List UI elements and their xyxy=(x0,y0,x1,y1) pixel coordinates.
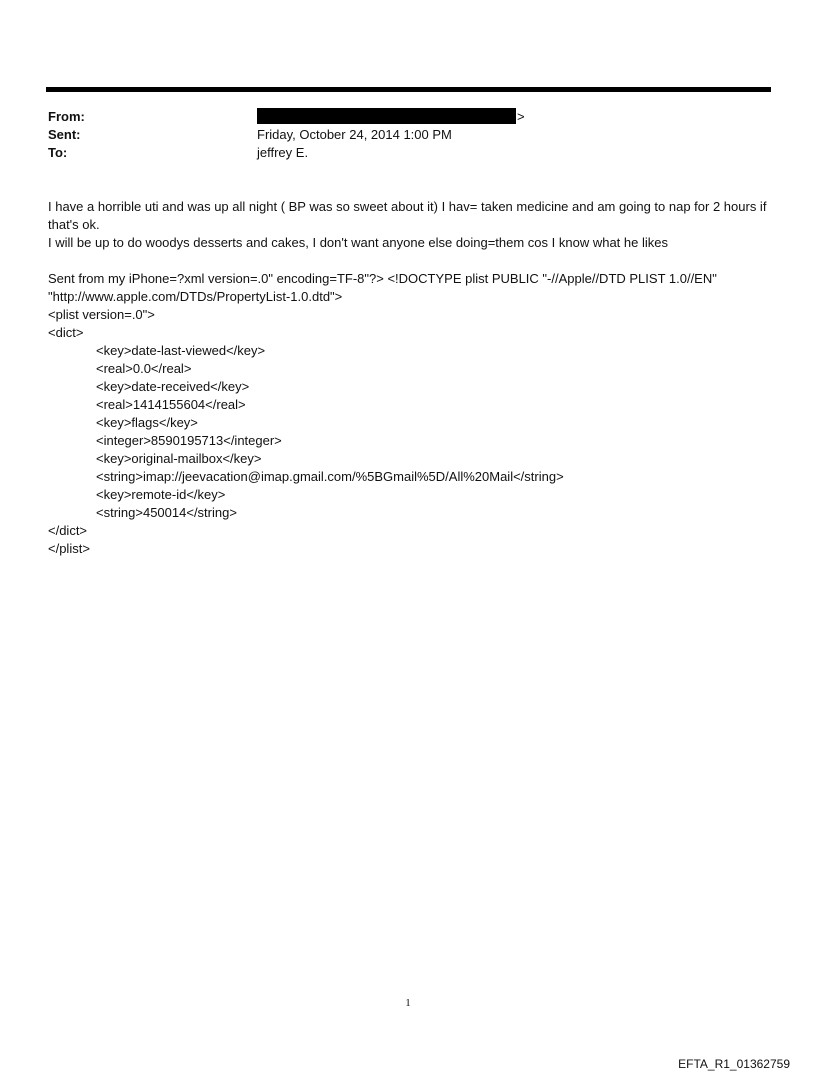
header-divider xyxy=(46,87,771,92)
dict-line: <string>450014</string> xyxy=(96,505,237,520)
body-paragraph-2: I will be up to do woodys desserts and cakes, I don't want anyone else doing=them cos I know what he likes xyxy=(48,235,668,250)
dict-line: <real>0.0</real> xyxy=(96,361,192,376)
to-label: To: xyxy=(48,145,68,160)
email-body xyxy=(48,198,768,558)
body-spacer xyxy=(48,252,768,270)
dict-line: <key>date-last-viewed</key> xyxy=(96,343,266,358)
plist-open-tag: <plist version=.0"> xyxy=(48,307,155,322)
dict-close-tag: </dict> xyxy=(48,523,88,538)
body-paragraph-1: I have a horrible uti and was up all night ( BP was so sweet about it) I hav= taken medicine and am going to nap for 2 hours if that's ok. xyxy=(48,199,767,232)
document-id: EFTA_R1_01362759 xyxy=(678,1057,790,1071)
signature-line: Sent from my iPhone=?xml version=.0" encoding=TF-8"?> <!DOCTYPE plist PUBLIC "-//Apple//DTD PLIST 1.0//EN" "http://www.apple.com/DTDs/PropertyList-1.0.dtd"> xyxy=(48,271,717,304)
dict-line: <integer>8590195713</integer> xyxy=(96,433,282,448)
dict-line: <key>remote-id</key> xyxy=(96,487,226,502)
from-suffix: > xyxy=(517,109,525,124)
sent-value: Friday, October 24, 2014 1:00 PM xyxy=(257,127,452,142)
redacted-sender xyxy=(257,108,516,124)
dict-line: <string>imap://jeevacation@imap.gmail.com/%5BGmail%5D/All%20Mail</string> xyxy=(96,469,564,484)
dict-line: <key>date-received</key> xyxy=(96,379,250,394)
plist-close-tag: </plist> xyxy=(48,541,90,556)
from-label: From: xyxy=(48,109,85,124)
sent-label: Sent: xyxy=(48,127,81,142)
to-value: jeffrey E. xyxy=(257,145,309,160)
dict-line: <key>original-mailbox</key> xyxy=(96,451,262,466)
dict-line: <key>flags</key> xyxy=(96,415,198,430)
dict-line: <real>1414155604</real> xyxy=(96,397,246,412)
page-number: 1 xyxy=(405,997,411,1009)
dict-open-tag: <dict> xyxy=(48,325,84,340)
